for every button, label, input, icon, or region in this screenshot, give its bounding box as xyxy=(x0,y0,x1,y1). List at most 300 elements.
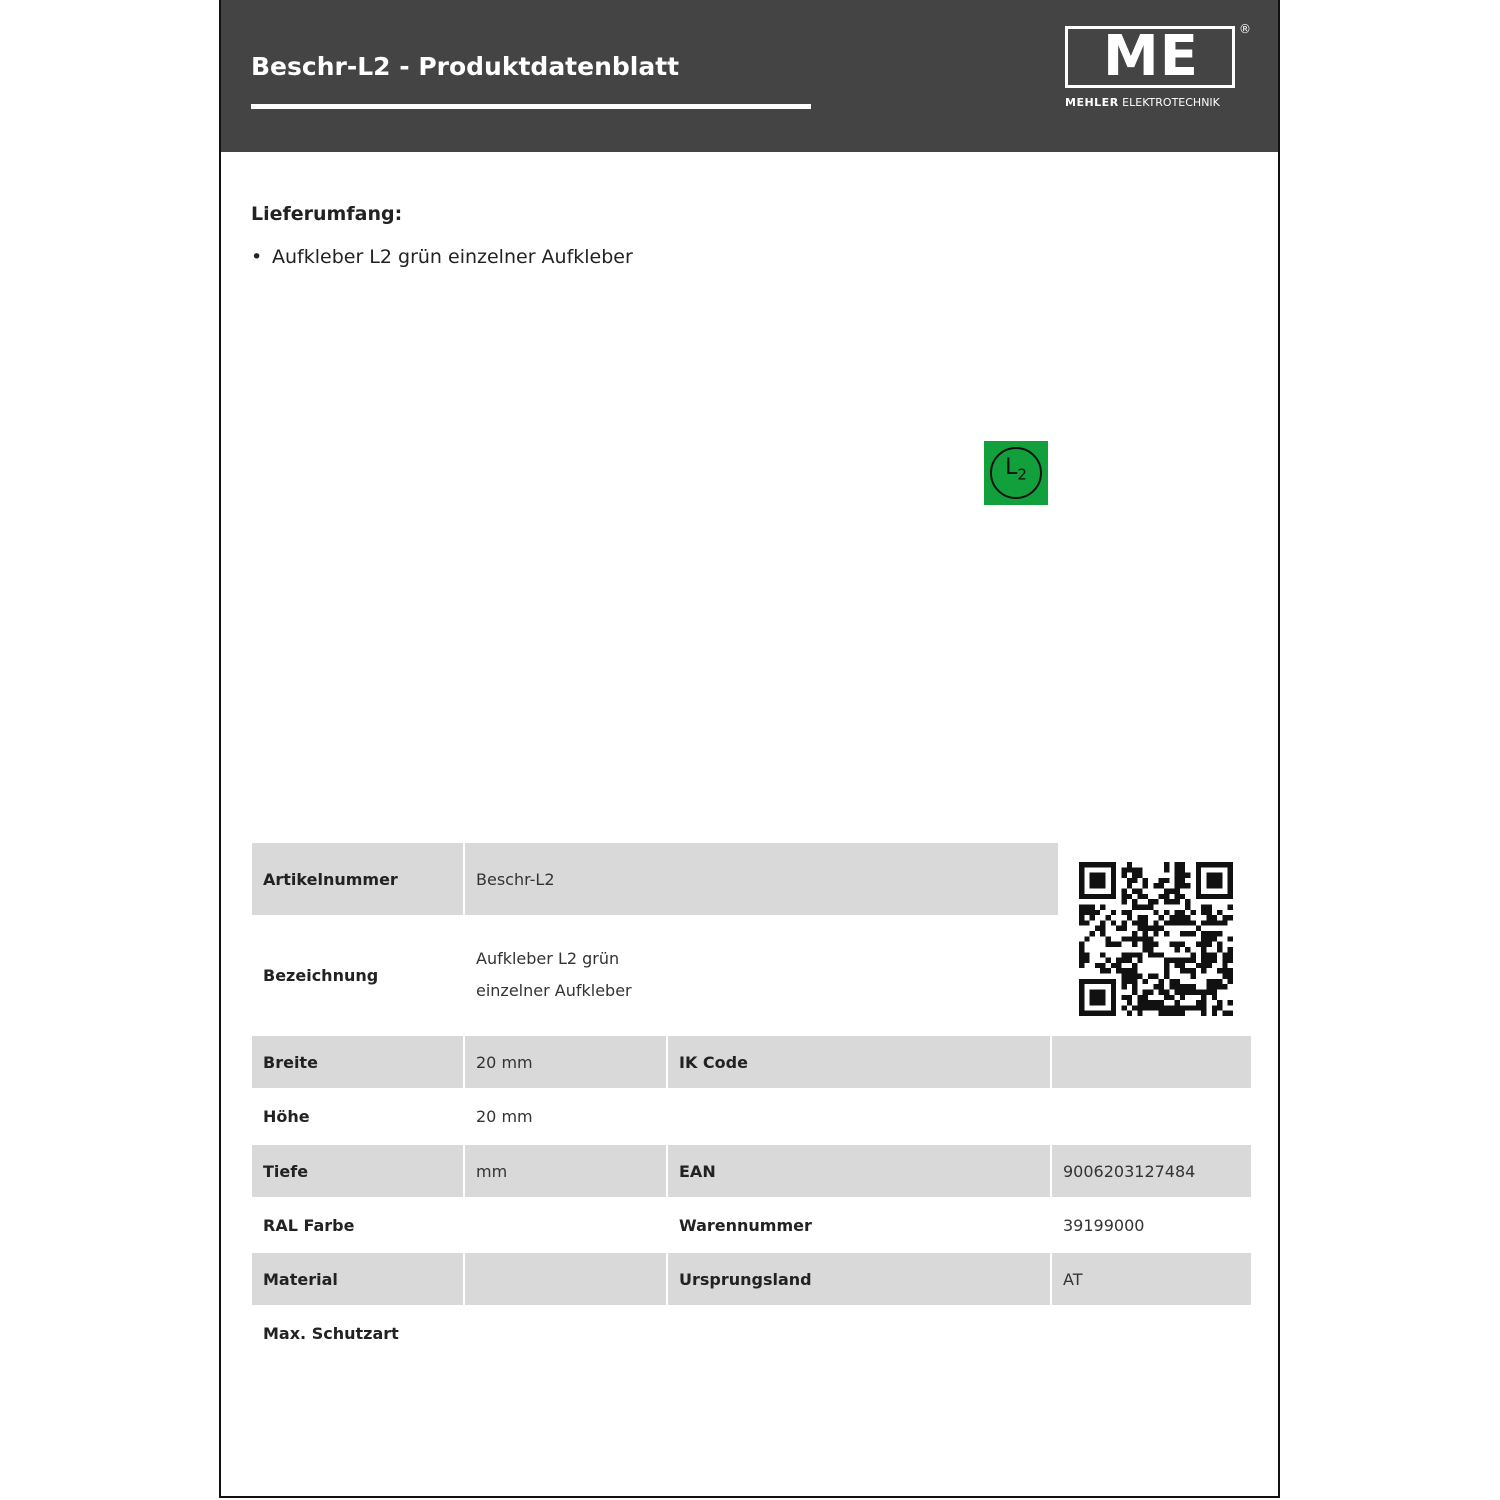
qr-module xyxy=(1164,867,1169,872)
qr-module xyxy=(1100,1011,1105,1016)
qr-module xyxy=(1228,867,1233,872)
qr-module xyxy=(1090,904,1095,909)
qr-module xyxy=(1143,878,1148,883)
ral-farbe-label: RAL Farbe xyxy=(263,1215,355,1235)
qr-module xyxy=(1196,873,1201,878)
qr-module xyxy=(1175,1005,1180,1010)
bezeichnung-line-2: einzelner Aufkleber xyxy=(476,981,632,1000)
qr-module xyxy=(1201,952,1206,957)
qr-module xyxy=(1127,878,1132,883)
qr-module xyxy=(1180,995,1185,1000)
qr-module xyxy=(1169,979,1174,984)
qr-module xyxy=(1185,989,1190,994)
qr-module xyxy=(1148,1005,1153,1010)
qr-module xyxy=(1222,915,1227,920)
qr-module xyxy=(1121,1005,1126,1010)
qr-module xyxy=(1111,984,1116,989)
qr-module xyxy=(1201,963,1206,968)
qr-module xyxy=(1100,989,1105,994)
qr-module xyxy=(1228,974,1233,979)
qr-module xyxy=(1111,883,1116,888)
qr-module xyxy=(1106,1011,1111,1016)
qr-module xyxy=(1217,910,1222,915)
qr-module xyxy=(1228,904,1233,909)
qr-module xyxy=(1079,915,1084,920)
qr-module xyxy=(1148,989,1153,994)
qr-module xyxy=(1137,926,1142,931)
qr-module xyxy=(1228,1011,1233,1016)
qr-module xyxy=(1201,968,1206,973)
qr-module xyxy=(1079,873,1084,878)
qr-module xyxy=(1212,958,1217,963)
qr-module xyxy=(1143,989,1148,994)
qr-module xyxy=(1132,1005,1137,1010)
qr-module xyxy=(1185,915,1190,920)
registered-mark: ® xyxy=(1239,22,1251,36)
qr-module xyxy=(1095,910,1100,915)
qr-module xyxy=(1180,915,1185,920)
qr-module xyxy=(1212,995,1217,1000)
qr-module xyxy=(1185,931,1190,936)
qr-module xyxy=(1079,920,1084,925)
qr-module xyxy=(1206,958,1211,963)
qr-module xyxy=(1084,958,1089,963)
qr-module xyxy=(1222,963,1227,968)
hoehe-value: 20 mm xyxy=(476,1106,533,1126)
qr-module xyxy=(1217,878,1222,883)
qr-module xyxy=(1217,947,1222,952)
qr-module xyxy=(1159,979,1164,984)
qr-module xyxy=(1196,878,1201,883)
qr-module xyxy=(1180,942,1185,947)
qr-module xyxy=(1201,1011,1206,1016)
qr-module xyxy=(1100,883,1105,888)
qr-module xyxy=(1121,867,1126,872)
qr-module xyxy=(1111,910,1116,915)
qr-module xyxy=(1100,995,1105,1000)
qr-module xyxy=(1169,899,1174,904)
qr-module xyxy=(1201,958,1206,963)
qr-module xyxy=(1153,899,1158,904)
qr-module xyxy=(1153,883,1158,888)
qr-module xyxy=(1212,936,1217,941)
qr-module xyxy=(1137,936,1142,941)
qr-module xyxy=(1159,1011,1164,1016)
qr-module xyxy=(1212,878,1217,883)
scope-list xyxy=(251,246,633,268)
qr-module xyxy=(1084,936,1089,941)
qr-module xyxy=(1191,1005,1196,1010)
qr-module xyxy=(1121,910,1126,915)
qr-module xyxy=(1132,984,1137,989)
qr-module xyxy=(1153,931,1158,936)
qr-module xyxy=(1228,947,1233,952)
qr-module xyxy=(1127,958,1132,963)
qr-module xyxy=(1228,878,1233,883)
qr-module xyxy=(1169,1011,1174,1016)
qr-module xyxy=(1121,952,1126,957)
qr-module xyxy=(1159,883,1164,888)
qr-module xyxy=(1106,862,1111,867)
qr-module xyxy=(1169,1005,1174,1010)
qr-module xyxy=(1159,952,1164,957)
qr-module xyxy=(1127,995,1132,1000)
page-header xyxy=(221,0,1278,152)
qr-module xyxy=(1175,899,1180,904)
qr-module xyxy=(1132,889,1137,894)
qr-module xyxy=(1217,1000,1222,1005)
qr-module xyxy=(1143,942,1148,947)
qr-module xyxy=(1180,989,1185,994)
qr-module xyxy=(1090,862,1095,867)
qr-module xyxy=(1137,1011,1142,1016)
qr-module xyxy=(1084,894,1089,899)
qr-module xyxy=(1196,1000,1201,1005)
qr-module xyxy=(1079,989,1084,994)
qr-module xyxy=(1175,947,1180,952)
sticker-letter: L xyxy=(1005,455,1018,480)
qr-module xyxy=(1079,947,1084,952)
qr-module xyxy=(1132,920,1137,925)
qr-module xyxy=(1153,942,1158,947)
qr-module xyxy=(1164,889,1169,894)
qr-module xyxy=(1137,873,1142,878)
qr-module xyxy=(1137,974,1142,979)
qr-module xyxy=(1217,894,1222,899)
qr-module xyxy=(1206,984,1211,989)
qr-module xyxy=(1106,968,1111,973)
qr-module xyxy=(1175,862,1180,867)
qr-module xyxy=(1106,936,1111,941)
qr-module xyxy=(1137,1005,1142,1010)
qr-module xyxy=(1137,889,1142,894)
qr-module xyxy=(1191,920,1196,925)
breite-label: Breite xyxy=(252,1036,463,1088)
qr-module xyxy=(1206,920,1211,925)
sticker-label xyxy=(984,455,1048,483)
qr-module xyxy=(1228,968,1233,973)
qr-module xyxy=(1175,979,1180,984)
qr-module xyxy=(1153,1005,1158,1010)
qr-module xyxy=(1079,963,1084,968)
qr-module xyxy=(1116,958,1121,963)
qr-module xyxy=(1095,1000,1100,1005)
qr-module xyxy=(1175,873,1180,878)
qr-module xyxy=(1164,989,1169,994)
qr-module xyxy=(1100,979,1105,984)
qr-module xyxy=(1191,958,1196,963)
bezeichnung-label: Bezeichnung xyxy=(263,965,379,985)
qr-module xyxy=(1217,1005,1222,1010)
qr-module xyxy=(1180,910,1185,915)
qr-module xyxy=(1222,974,1227,979)
qr-module xyxy=(1084,862,1089,867)
qr-module xyxy=(1228,889,1233,894)
qr-module xyxy=(1095,995,1100,1000)
qr-module xyxy=(1121,968,1126,973)
qr-module xyxy=(1137,1000,1142,1005)
qr-module xyxy=(1185,984,1190,989)
qr-module xyxy=(1164,1011,1169,1016)
qr-module xyxy=(1212,1005,1217,1010)
qr-module xyxy=(1191,952,1196,957)
qr-module xyxy=(1127,910,1132,915)
qr-module xyxy=(1100,878,1105,883)
qr-module xyxy=(1143,883,1148,888)
qr-module xyxy=(1206,883,1211,888)
qr-module xyxy=(1159,989,1164,994)
qr-module xyxy=(1153,910,1158,915)
qr-module xyxy=(1106,915,1111,920)
qr-module xyxy=(1090,995,1095,1000)
qr-module xyxy=(1196,883,1201,888)
qr-module xyxy=(1206,936,1211,941)
qr-module xyxy=(1148,974,1153,979)
qr-module xyxy=(1175,942,1180,947)
qr-module xyxy=(1132,899,1137,904)
artikelnummer-label: Artikelnummer xyxy=(252,843,463,915)
ral-farbe-value xyxy=(465,1199,666,1251)
qr-module xyxy=(1132,878,1137,883)
qr-module xyxy=(1090,894,1095,899)
qr-module xyxy=(1095,963,1100,968)
schutzart-value xyxy=(465,1307,666,1359)
qr-module xyxy=(1090,883,1095,888)
qr-module xyxy=(1153,1000,1158,1005)
qr-module xyxy=(1111,995,1116,1000)
qr-module xyxy=(1153,984,1158,989)
qr-module xyxy=(1206,952,1211,957)
qr-module xyxy=(1137,958,1142,963)
qr-module xyxy=(1222,920,1227,925)
qr-module xyxy=(1079,995,1084,1000)
qr-module xyxy=(1164,920,1169,925)
qr-module xyxy=(1121,958,1126,963)
qr-module xyxy=(1159,878,1164,883)
qr-module xyxy=(1079,979,1084,984)
qr-module xyxy=(1201,989,1206,994)
qr-module xyxy=(1116,942,1121,947)
qr-module xyxy=(1201,904,1206,909)
qr-module xyxy=(1132,968,1137,973)
qr-module xyxy=(1100,963,1105,968)
qr-module xyxy=(1217,942,1222,947)
qr-module xyxy=(1132,931,1137,936)
qr-module xyxy=(1228,862,1233,867)
qr-module xyxy=(1111,873,1116,878)
qr-module xyxy=(1121,894,1126,899)
qr-module xyxy=(1228,936,1233,941)
qr-module xyxy=(1206,979,1211,984)
qr-module xyxy=(1212,862,1217,867)
qr-module xyxy=(1148,1000,1153,1005)
qr-module xyxy=(1111,1011,1116,1016)
scope-heading: Lieferumfang: xyxy=(251,203,403,225)
qr-module xyxy=(1143,979,1148,984)
qr-module xyxy=(1090,1011,1095,1016)
qr-module xyxy=(1079,1005,1084,1010)
qr-module xyxy=(1164,910,1169,915)
qr-module xyxy=(1164,963,1169,968)
ik-code-value xyxy=(1052,1036,1251,1088)
qr-module xyxy=(1159,984,1164,989)
qr-module xyxy=(1228,873,1233,878)
qr-module xyxy=(1132,873,1137,878)
qr-module xyxy=(1100,873,1105,878)
qr-module xyxy=(1206,915,1211,920)
qr-module xyxy=(1100,952,1105,957)
qr-module xyxy=(1212,979,1217,984)
qr-module xyxy=(1090,910,1095,915)
qr-module xyxy=(1153,920,1158,925)
qr-module xyxy=(1137,867,1142,872)
qr-module xyxy=(1217,979,1222,984)
qr-module xyxy=(1148,947,1153,952)
artikelnummer-value: Beschr-L2 xyxy=(465,843,1058,915)
qr-module xyxy=(1121,889,1126,894)
qr-module xyxy=(1222,894,1227,899)
qr-module xyxy=(1153,926,1158,931)
qr-module xyxy=(1185,968,1190,973)
qr-module xyxy=(1206,989,1211,994)
qr-module xyxy=(1217,862,1222,867)
qr-module xyxy=(1084,904,1089,909)
qr-module xyxy=(1121,979,1126,984)
qr-module xyxy=(1164,1005,1169,1010)
qr-module xyxy=(1201,942,1206,947)
qr-module xyxy=(1175,984,1180,989)
qr-module xyxy=(1132,989,1137,994)
qr-module xyxy=(1169,984,1174,989)
qr-module xyxy=(1222,984,1227,989)
qr-module xyxy=(1121,926,1126,931)
qr-module xyxy=(1111,989,1116,994)
qr-module xyxy=(1111,1000,1116,1005)
qr-module xyxy=(1132,952,1137,957)
qr-module xyxy=(1185,904,1190,909)
qr-module xyxy=(1137,904,1142,909)
qr-module xyxy=(1111,979,1116,984)
qr-module xyxy=(1095,926,1100,931)
qr-module xyxy=(1217,984,1222,989)
qr-module xyxy=(1196,942,1201,947)
qr-module xyxy=(1111,920,1116,925)
qr-module xyxy=(1201,947,1206,952)
ean-value: 9006203127484 xyxy=(1052,1145,1251,1197)
ean-label: EAN xyxy=(668,1145,1050,1197)
qr-module xyxy=(1079,910,1084,915)
qr-module xyxy=(1095,989,1100,994)
qr-module xyxy=(1212,873,1217,878)
qr-module xyxy=(1127,894,1132,899)
qr-module xyxy=(1169,889,1174,894)
qr-module xyxy=(1143,995,1148,1000)
qr-module xyxy=(1217,873,1222,878)
qr-module xyxy=(1100,920,1105,925)
qr-module xyxy=(1212,931,1217,936)
qr-module xyxy=(1127,952,1132,957)
qr-module xyxy=(1222,1011,1227,1016)
qr-module xyxy=(1143,915,1148,920)
qr-module xyxy=(1116,963,1121,968)
qr-module xyxy=(1106,979,1111,984)
qr-module xyxy=(1201,1000,1206,1005)
qr-module xyxy=(1090,878,1095,883)
qr-module xyxy=(1228,1000,1233,1005)
qr-module xyxy=(1180,1005,1185,1010)
qr-module xyxy=(1180,963,1185,968)
qr-module xyxy=(1201,920,1206,925)
qr-module xyxy=(1206,910,1211,915)
qr-module xyxy=(1090,915,1095,920)
qr-module xyxy=(1191,910,1196,915)
qr-module xyxy=(1180,958,1185,963)
qr-module xyxy=(1222,968,1227,973)
qr-module xyxy=(1159,1000,1164,1005)
qr-module xyxy=(1137,894,1142,899)
qr-module xyxy=(1222,862,1227,867)
qr-module xyxy=(1164,974,1169,979)
qr-module xyxy=(1079,904,1084,909)
qr-module xyxy=(1212,894,1217,899)
qr-module xyxy=(1100,926,1105,931)
qr-module xyxy=(1121,974,1126,979)
qr-module xyxy=(1132,942,1137,947)
product-image-l2-sticker xyxy=(984,441,1048,505)
qr-module xyxy=(1164,931,1169,936)
qr-module xyxy=(1127,915,1132,920)
qr-module xyxy=(1079,942,1084,947)
qr-module xyxy=(1164,878,1169,883)
qr-module xyxy=(1196,889,1201,894)
qr-module xyxy=(1212,989,1217,994)
qr-module xyxy=(1111,963,1116,968)
qr-module xyxy=(1196,963,1201,968)
qr-module xyxy=(1084,1011,1089,1016)
qr-module xyxy=(1159,926,1164,931)
qr-module xyxy=(1201,910,1206,915)
qr-module xyxy=(1217,920,1222,925)
qr-module xyxy=(1121,899,1126,904)
qr-module xyxy=(1111,942,1116,947)
qr-module xyxy=(1159,1005,1164,1010)
qr-module xyxy=(1106,942,1111,947)
logo-brand-rest: ELEKTROTECHNIK xyxy=(1122,96,1220,109)
qr-module xyxy=(1185,947,1190,952)
qr-module xyxy=(1169,958,1174,963)
qr-module xyxy=(1148,904,1153,909)
tiefe-value: mm xyxy=(465,1145,666,1197)
qr-module xyxy=(1106,894,1111,899)
qr-module xyxy=(1090,931,1095,936)
qr-module xyxy=(1127,979,1132,984)
qr-module xyxy=(1164,995,1169,1000)
ursprungsland-label: Ursprungsland xyxy=(668,1253,1050,1305)
qr-module xyxy=(1175,878,1180,883)
qr-module xyxy=(1084,979,1089,984)
qr-module xyxy=(1228,952,1233,957)
ursprungsland-value: AT xyxy=(1052,1253,1251,1305)
warennummer-value: 39199000 xyxy=(1063,1215,1145,1235)
hoehe-label: Höhe xyxy=(263,1106,310,1126)
qr-module xyxy=(1222,958,1227,963)
qr-module xyxy=(1185,899,1190,904)
qr-module xyxy=(1180,968,1185,973)
qr-module xyxy=(1132,904,1137,909)
qr-module xyxy=(1079,894,1084,899)
qr-module xyxy=(1185,883,1190,888)
qr-module xyxy=(1143,931,1148,936)
